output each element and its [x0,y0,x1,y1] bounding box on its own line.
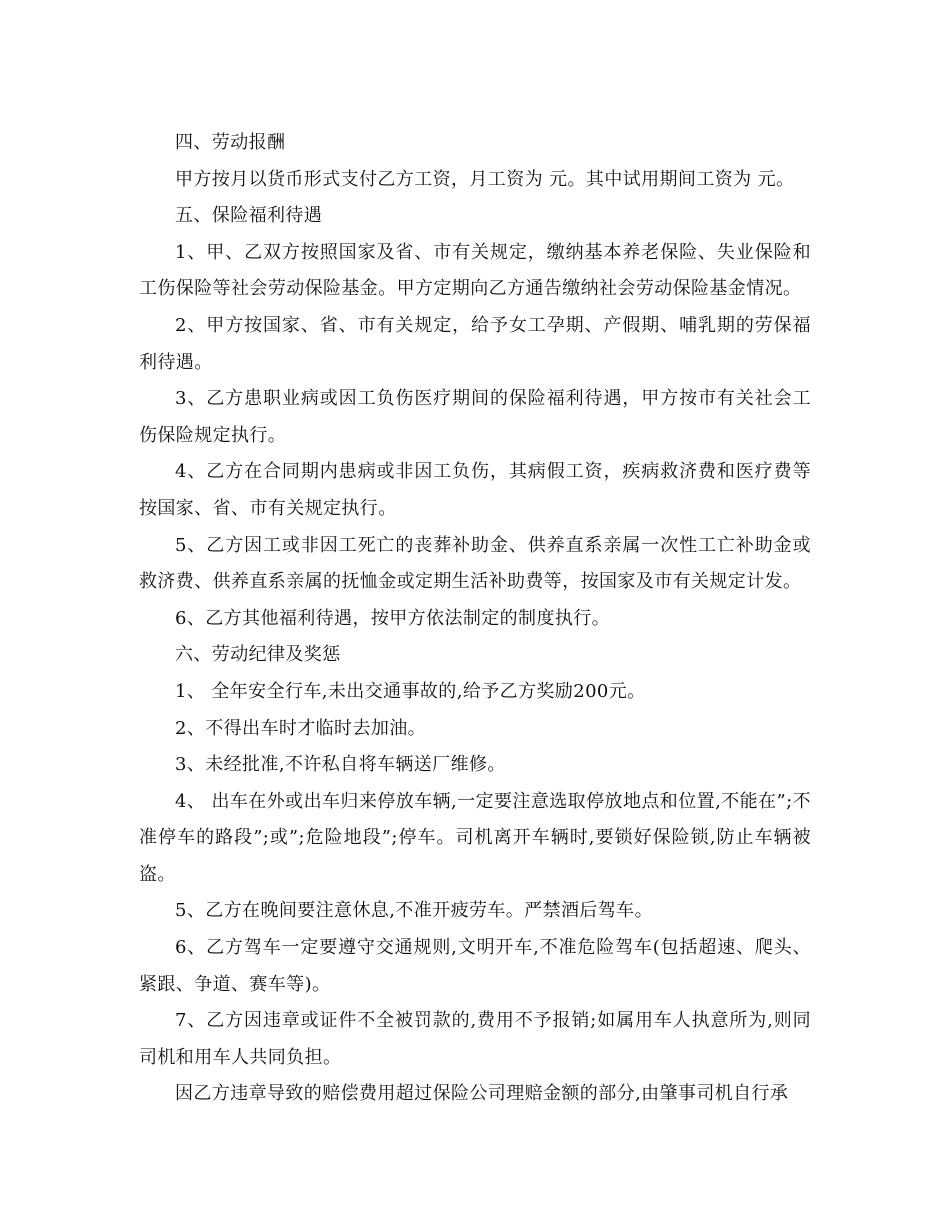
paragraph: 1、甲、乙双方按照国家及省、市有关规定，缴纳基本养老保险、失业保险和工伤保险等社会劳动保险基金。甲方定期向乙方通告缴纳社会劳动保险基金情况。 [139,241,811,300]
section-heading-insurance-welfare: 五、保险福利待遇 [175,205,323,227]
paragraph: 甲方按月以货币形式支付乙方工资，月工资为 元。其中试用期间工资为 元。 [175,168,795,190]
paragraph: 6、乙方其他福利待遇，按甲方依法制定的制度执行。 [175,607,611,629]
paragraph: 7、乙方因违章或证件不全被罚款的,费用不予报销;如属用车人执意所为,则同司机和用车人共同负担。 [139,1010,811,1068]
paragraph: 5、乙方在晚间要注意休息,不准开疲劳车。严禁酒后驾车。 [175,900,653,922]
paragraph: 4、 出车在外或出车归来停放车辆,一定要注意选取停放地点和位置,不能在”;不准停车的路段”;或”;危险地段”;停车。司机离开车辆时,要锁好保险锁,防止车辆被盗。 [139,790,811,885]
paragraph: 5、乙方因工或非因工死亡的丧葬补助金、供养直系亲属一次性工亡补助金或救济费、供养直系亲属的抚恤金或定期生活补助费等，按国家及市有关规定计发。 [139,534,811,593]
paragraph: 因乙方违章导致的赔偿费用超过保险公司理赔金额的部分,由肇事司机自行承 [175,1083,789,1105]
paragraph: 4、乙方在合同期内患病或非因工负伤，其病假工资，疾病救济费和医疗费等按国家、省、市有关规定执行。 [139,461,811,519]
section-heading-discipline: 六、劳动纪律及奖惩 [175,644,341,666]
paragraph: 6、乙方驾车一定要遵守交通规则,文明开车,不准危险驾车(包括超速、爬头、紧跟、争道、赛车等)。 [139,937,811,995]
paragraph: 1、 全年安全行车,未出交通事故的,给予乙方奖励200元。 [175,680,646,702]
document-body [139,125,811,1113]
paragraph: 3、未经批准,不许私自将车辆送厂维修。 [175,754,506,776]
paragraph: 3、乙方患职业病或因工负伤医疗期间的保险福利待遇，甲方按市有关社会工伤保险规定执行。 [139,388,811,446]
paragraph: 2、不得出车时才临时去加油。 [175,717,427,739]
paragraph: 2、甲方按国家、省、市有关规定，给予女工孕期、产假期、哺乳期的劳保福利待遇。 [139,314,811,373]
section-heading-labor-pay: 四、劳动报酬 [175,132,286,153]
